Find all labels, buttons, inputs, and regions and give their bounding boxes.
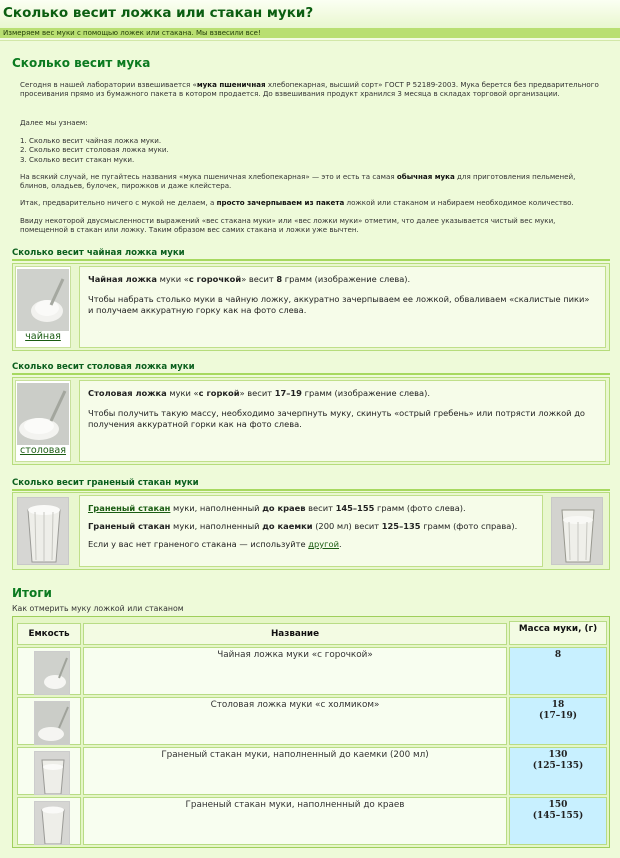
tablespoon-line-1: Столовая ложка муки «с горкой» весит 17–19 грамм (изображение слева).: [88, 388, 431, 398]
table-row-1-photo: [17, 647, 81, 695]
glass-heading: Сколько весит граненый стакан муки: [12, 478, 610, 491]
table-row-1-name: Чайная ложка муки «с горочкой»: [83, 647, 507, 695]
intro-paragraph-4: Итак, предварительно ничего с мукой не делаем, а просто зачерпываем из пакета ложкой или стаканом и набираем необходимое количество.: [20, 198, 574, 207]
summary-caption: Как отмерить муку ложкой или стаканом: [12, 604, 184, 613]
glass-link[interactable]: Граненый стакан: [88, 503, 171, 513]
glass-full-photo: [17, 497, 69, 565]
table-row-3-value: 130 (125–135): [509, 747, 607, 795]
list-item: 2. Сколько весит столовая ложка муки.: [20, 145, 169, 155]
list-item: 3. Сколько весит стакан муки.: [20, 154, 135, 164]
teaspoon-heading: Сколько весит чайная ложка муки: [12, 248, 610, 261]
tablespoon-card: [12, 377, 610, 465]
header-container: Емкость: [17, 623, 81, 645]
table-row-4-photo: [17, 797, 81, 845]
tablespoon-thumb[interactable]: [15, 380, 71, 462]
glass-line-2: Граненый стакан муки, наполненный до каемки (200 мл) весит 125–135 грамм (фото справа).: [88, 521, 518, 531]
tablespoon-link[interactable]: столовая: [19, 445, 67, 456]
table-row-3-name: Граненый стакан муки, наполненный до каемки (200 мл): [83, 747, 507, 795]
tablespoon-heading: Сколько весит столовая ложка муки: [12, 362, 610, 375]
summary-heading: Итоги: [12, 586, 52, 600]
tablespoon-line-2: Чтобы получить такую массу, необходимо зачерпнуть муку, скинуть «острый гребень» или потрясти ложкой до получения аккуратной горки как на фото слева.: [88, 408, 586, 429]
glass-rim-photo: [551, 497, 603, 565]
glass-text: [79, 495, 543, 567]
teaspoon-card: [12, 263, 610, 351]
teaspoon-thumb[interactable]: [15, 266, 71, 348]
intro-paragraph-3: На всякий случай, не пугайтесь названия «мука пшеничная хлебопекарная» — это и есть та самая обычная мука для приготовления пельменей, блинов, оладьев, булочек, пирожков и даже клейстера.: [20, 172, 576, 191]
intro-paragraph-2: Далее мы узнаем:: [20, 118, 88, 127]
page-subtitle: Измеряем вес муки с помощью ложек или стакана. Мы взвесили все!: [0, 28, 620, 38]
tablespoon-photo: [17, 383, 69, 445]
header-name: Название: [83, 623, 507, 645]
other-glass-link[interactable]: другой: [308, 539, 340, 549]
summary-table: [12, 616, 610, 848]
glass-line-1: Граненый стакан муки, наполненный до краев весит 145–155 грамм (фото слева).: [88, 503, 466, 513]
list-item: 1. Сколько весит чайная ложка муки.: [20, 136, 162, 145]
intro-paragraph-5: Ввиду некоторой двусмысленности выражений «вес стакана муки» или «вес ложки муки» отметим, что далее указывается чистый вес муки, помещенной в стакан или ложку. Таким образом вес самих стакана и ложки уже вычтен.: [20, 216, 556, 235]
table-row-4-name: Граненый стакан муки, наполненный до краев: [83, 797, 507, 845]
tablespoon-text: [79, 380, 606, 462]
table-row-2-photo: [17, 697, 81, 745]
table-row-2-name: Столовая ложка муки «с холмиком»: [83, 697, 507, 745]
teaspoon-photo: [17, 269, 69, 331]
table-row-2-value: 18 (17–19): [509, 697, 607, 745]
glass-card: [12, 492, 610, 570]
glass-line-3: Если у вас нет граненого стакана — используйте другой.: [88, 539, 342, 549]
table-row-3-photo: [17, 747, 81, 795]
teaspoon-line-1: Чайная ложка муки «с горочкой» весит 8 грамм (изображение слева).: [88, 274, 411, 284]
table-row-4-value: 150 (145–155): [509, 797, 607, 845]
teaspoon-link[interactable]: чайная: [25, 331, 61, 342]
table-row-1-value: 8: [509, 647, 607, 695]
teaspoon-text: [79, 266, 606, 348]
intro-paragraph-1: Сегодня в нашей лаборатории взвешивается «мука пшеничная хлебопекарная, высший сорт» ГОСТ Р 52189-2003. Мука берется без предварительного просеивания прямо из бумажного пакета в котором продается. До взвешивания продукт хранился 3 месяца в складах торговой организации.: [20, 80, 599, 99]
header-mass: Масса муки, (г): [509, 621, 607, 645]
page-title: Сколько весит ложка или стакан муки?: [0, 0, 620, 28]
teaspoon-line-2: Чтобы набрать столько муки в чайную ложку, аккуратно зачерпываем ее ложкой, обваливаем «скалистые пики» и получаем аккуратную горку как на фото слева.: [88, 294, 590, 315]
intro-list: [20, 136, 600, 164]
intro-heading: Сколько весит мука: [12, 56, 151, 70]
